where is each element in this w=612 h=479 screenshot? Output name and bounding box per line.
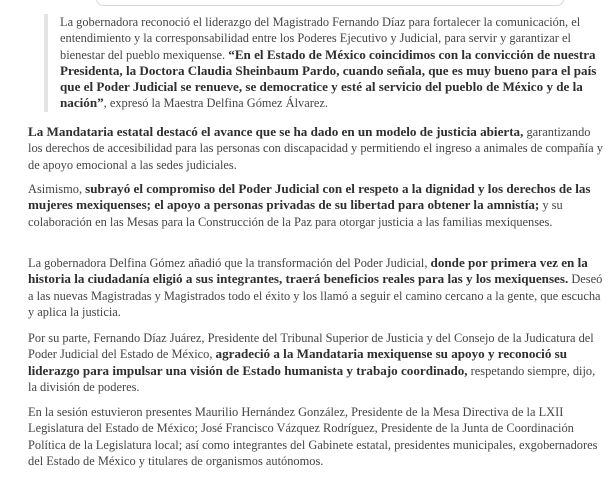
paragraph-pre: La gobernadora Delfina Gómez añadió que la transformación del Poder Judicial, [28,256,431,270]
quote-block [44,14,602,112]
paragraph-pre: En la sesión estuvieron presentes Maurilio Hernández González, Presidente de la Mesa Directiva de la LXII Legislatura del Estado de México; José Francisco Vázquez Rodríguez, Presidente de la Junta de Coordinación Política de la Legislatura local; así como integrantes del Gabinete estatal, presidentes municipales, exgobernadores del Estado de México y titulares de organismos autónomos. [28,405,598,468]
paragraph-pre: Por su parte, Fernando Díaz Juárez, Presidente del Tribunal Superior de Justicia y del Consejo de la Judicatura del Poder Judicial del Estado de México, [28,331,594,362]
paragraph-pre: Asimismo, [28,182,86,196]
quote-outro: , expresó la Maestra Delfina Gómez Álvarez. [103,96,328,111]
paragraph-post: y su colaboración en las Mesas para la Construcción de la Paz para otorgar justicia a las familias mexiquenses. [28,198,563,229]
paragraph-transformacion [28,255,604,320]
paragraph-agradecimiento [28,330,604,395]
paragraph-post: respetando siempre, dijo, la división de poderes. [28,363,596,394]
paragraph-post: garantizando los derechos de accesibilidad para las personas con discapacidad y permitiendo el ingreso a animales de compañía y de apoyo emocional a las sedes judiciales. [28,125,603,172]
paragraph-asistentes [28,404,604,469]
paragraph-justicia-abierta [28,124,604,173]
paragraph-bold: La Mandataria estatal destacó el avance que se ha dado en un modelo de justicia abierta, [28,124,524,139]
quote-paragraph [60,14,602,112]
quote-bold: “En el Estado de México coincidimos con la convicción de nuestra Presidenta, la Doctora Claudia Sheinbaum Pardo, cuando señala, que es muy bueno para el país que el Poder Judicial se renueve, se democratice y esté al servicio del pueblo de México y de la nación” [60,46,597,111]
top-card-edge [96,0,564,6]
paragraph-bold: subrayó el compromiso del Poder Judicial con el respeto a la dignidad y los derechos de las mujeres mexiquenses; el apoyo a personas privadas de su libertad para obtener la amnistía; [28,181,591,213]
paragraph-post: Deseó a las nuevas Magistradas y Magistrados todo el éxito y los llamó a seguir el camino cercano a la gente, que escucha y aplica la justicia. [28,272,603,319]
paragraph-compromiso [28,181,604,230]
quote-intro: La gobernadora reconoció el liderazgo del Magistrado Fernando Díaz para fortalecer la comunicación, el entendimiento y la corresponsabilidad entre los Poderes Ejecutivo y Judicial, para servir y garantizar el bienestar del pueblo mexiquense. [60,15,581,62]
paragraph-bold: donde por primera vez en la historia la ciudadanía eligió a sus integrantes, traerá beneficios reales para las y los mexiquenses. [28,255,588,287]
paragraph-bold: agradeció a la Mandataria mexiquense su apoyo y reconoció su liderazgo para impulsar una visión de Estado humanista y trabajo coordinado, [28,346,568,378]
